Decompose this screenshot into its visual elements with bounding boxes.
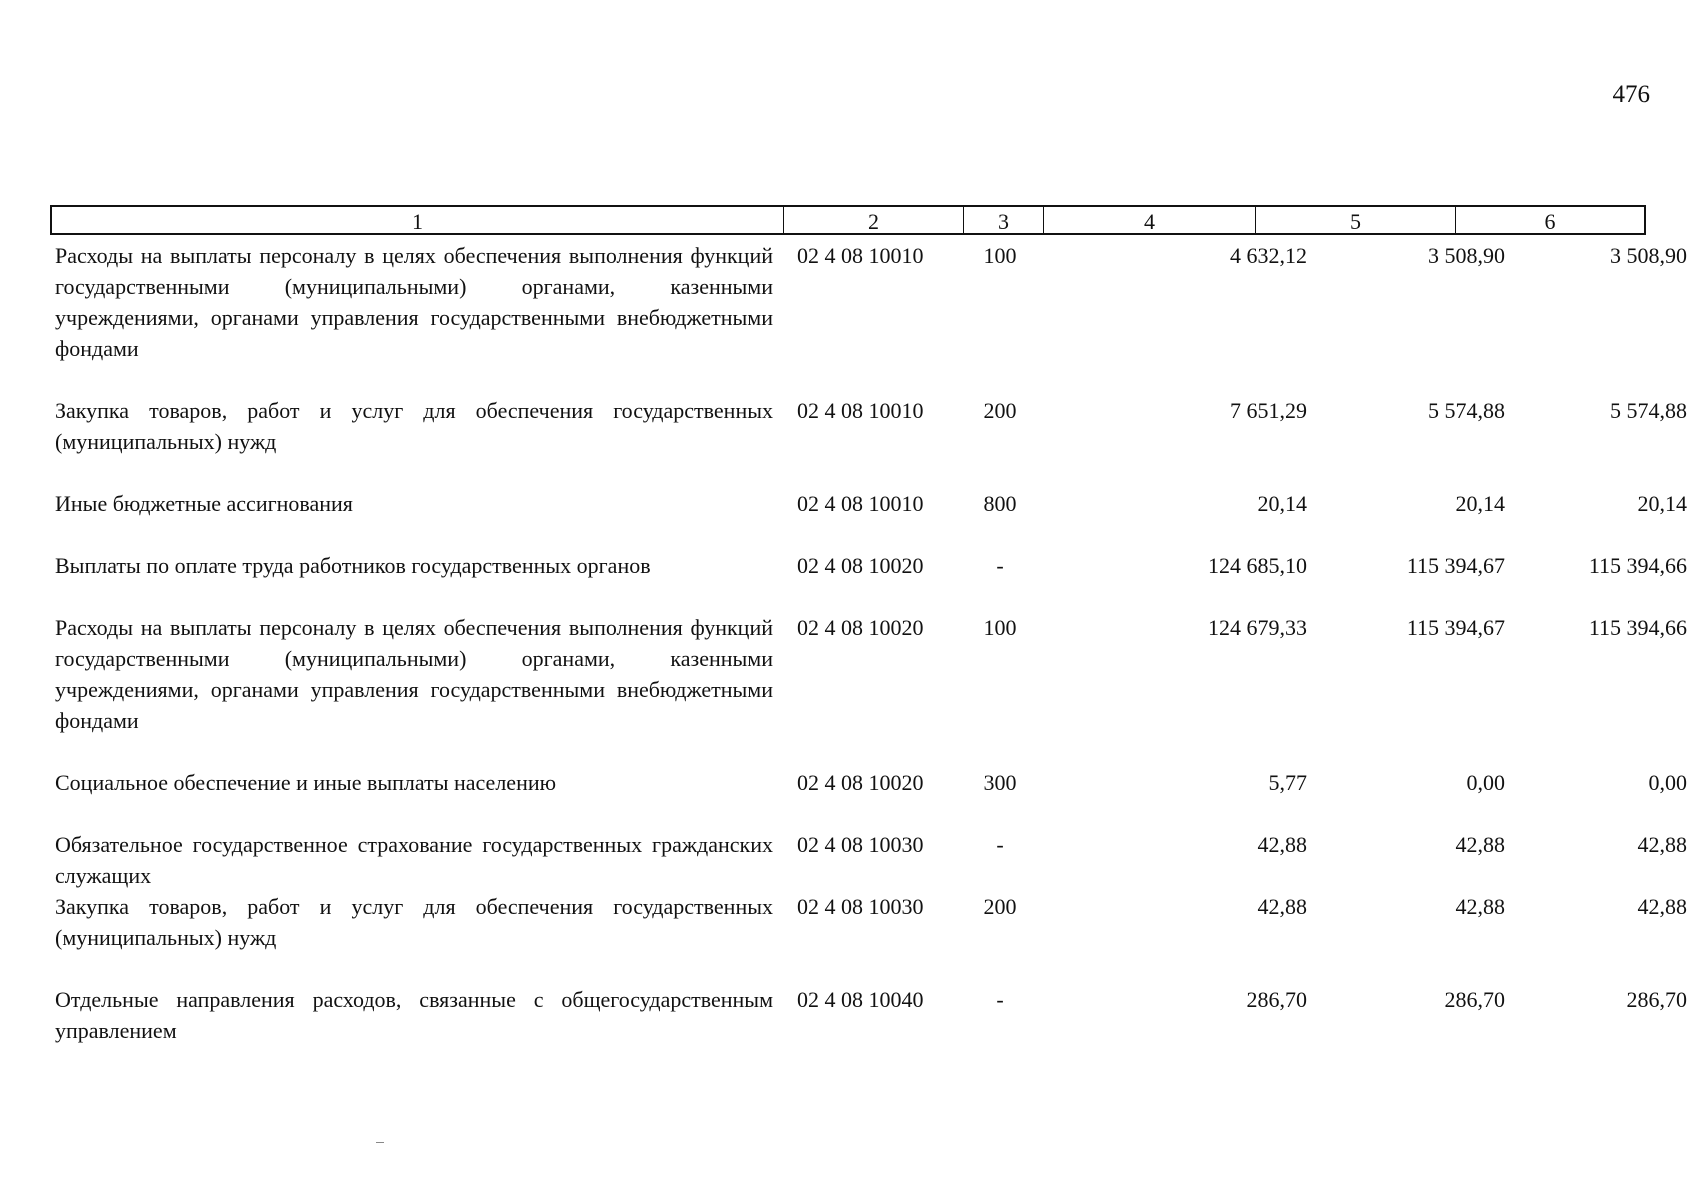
row-value-4: 42,88 [1257, 832, 1307, 857]
row-value-5: 20,14 [1455, 491, 1505, 516]
row-value-4: 7 651,29 [1230, 398, 1307, 423]
header-cell-3: 3 [964, 207, 1044, 233]
row-code: 02 4 08 10030 [797, 832, 924, 857]
row-value-5: 3 508,90 [1428, 243, 1505, 268]
row-expense-type: 100 [983, 243, 1017, 268]
table-row [55, 488, 1687, 550]
row-code: 02 4 08 10030 [797, 894, 924, 919]
row-value-5: 286,70 [1444, 987, 1505, 1012]
row-expense-type: 200 [983, 894, 1017, 919]
row-expense-type: 800 [983, 491, 1017, 516]
row-description: Иные бюджетные ассигнования [55, 491, 353, 516]
header-cell-6: 6 [1544, 209, 1556, 234]
row-value-5: 42,88 [1455, 894, 1505, 919]
table-row [55, 829, 1687, 891]
table-header [50, 205, 1646, 235]
table-row [55, 550, 1687, 612]
table-row [55, 240, 1687, 395]
row-code: 02 4 08 10020 [797, 770, 924, 795]
row-value-6: 115 394,66 [1588, 615, 1687, 640]
row-description: Обязательное государственное страхование государственных гражданских служащих [55, 832, 773, 888]
row-value-5: 115 394,67 [1406, 553, 1505, 578]
row-value-4: 20,14 [1257, 491, 1307, 516]
table-body [55, 240, 1687, 1046]
row-value-6: 42,88 [1637, 894, 1687, 919]
row-value-4: 4 632,12 [1230, 243, 1307, 268]
row-value-6: 0,00 [1648, 770, 1687, 795]
row-value-5: 42,88 [1455, 832, 1505, 857]
row-value-4: 42,88 [1257, 894, 1307, 919]
row-description: Отдельные направления расходов, связанные с общегосударственным управлением [55, 987, 773, 1043]
row-code: 02 4 08 10020 [797, 615, 924, 640]
row-code: 02 4 08 10010 [797, 243, 924, 268]
row-description: Закупка товаров, работ и услуг для обеспечения государственных (муниципальных) нужд [55, 398, 773, 454]
row-value-6: 286,70 [1626, 987, 1687, 1012]
table-row [55, 984, 1687, 1046]
row-value-6: 20,14 [1637, 491, 1687, 516]
row-value-4: 124 685,10 [1208, 553, 1307, 578]
row-description: Социальное обеспечение и иные выплаты населению [55, 770, 557, 795]
row-expense-type: - [996, 832, 1004, 857]
table-row [55, 395, 1687, 488]
table-row [55, 612, 1687, 767]
page-number: 476 [1612, 81, 1650, 108]
row-code: 02 4 08 10020 [797, 553, 924, 578]
row-expense-type: - [996, 553, 1004, 578]
row-expense-type: 300 [983, 770, 1017, 795]
row-value-6: 42,88 [1637, 832, 1687, 857]
header-cell-5: 5 [1256, 207, 1456, 233]
row-value-6: 5 574,88 [1610, 398, 1687, 423]
row-value-4: 5,77 [1268, 770, 1307, 795]
row-expense-type: 100 [983, 615, 1017, 640]
row-value-6: 115 394,66 [1588, 553, 1687, 578]
row-description: Расходы на выплаты персоналу в целях обеспечения выполнения функций государственными (муниципальными) органами, казенными учреждениями, органами управления государственными внебюджетными фондами [55, 615, 773, 733]
scan-mark [376, 1142, 384, 1143]
row-value-5: 0,00 [1466, 770, 1505, 795]
row-value-6: 3 508,90 [1610, 243, 1687, 268]
row-expense-type: - [996, 987, 1004, 1012]
row-code: 02 4 08 10040 [797, 987, 924, 1012]
row-expense-type: 200 [983, 398, 1017, 423]
header-cell-4: 4 [1044, 207, 1256, 233]
row-value-5: 115 394,67 [1406, 615, 1505, 640]
row-value-4: 286,70 [1246, 987, 1307, 1012]
table-row [55, 891, 1687, 984]
row-value-4: 124 679,33 [1208, 615, 1307, 640]
row-code: 02 4 08 10010 [797, 398, 924, 423]
row-description: Выплаты по оплате труда работников государственных органов [55, 553, 651, 578]
header-cell-2: 2 [784, 207, 964, 233]
row-description: Закупка товаров, работ и услуг для обеспечения государственных (муниципальных) нужд [55, 894, 773, 950]
row-description: Расходы на выплаты персоналу в целях обеспечения выполнения функций государственными (муниципальными) органами, казенными учреждениями, органами управления государственными внебюджетными фондами [55, 243, 773, 361]
table-row [55, 767, 1687, 829]
row-code: 02 4 08 10010 [797, 491, 924, 516]
row-value-5: 5 574,88 [1428, 398, 1505, 423]
header-cell-1: 1 [52, 207, 784, 233]
